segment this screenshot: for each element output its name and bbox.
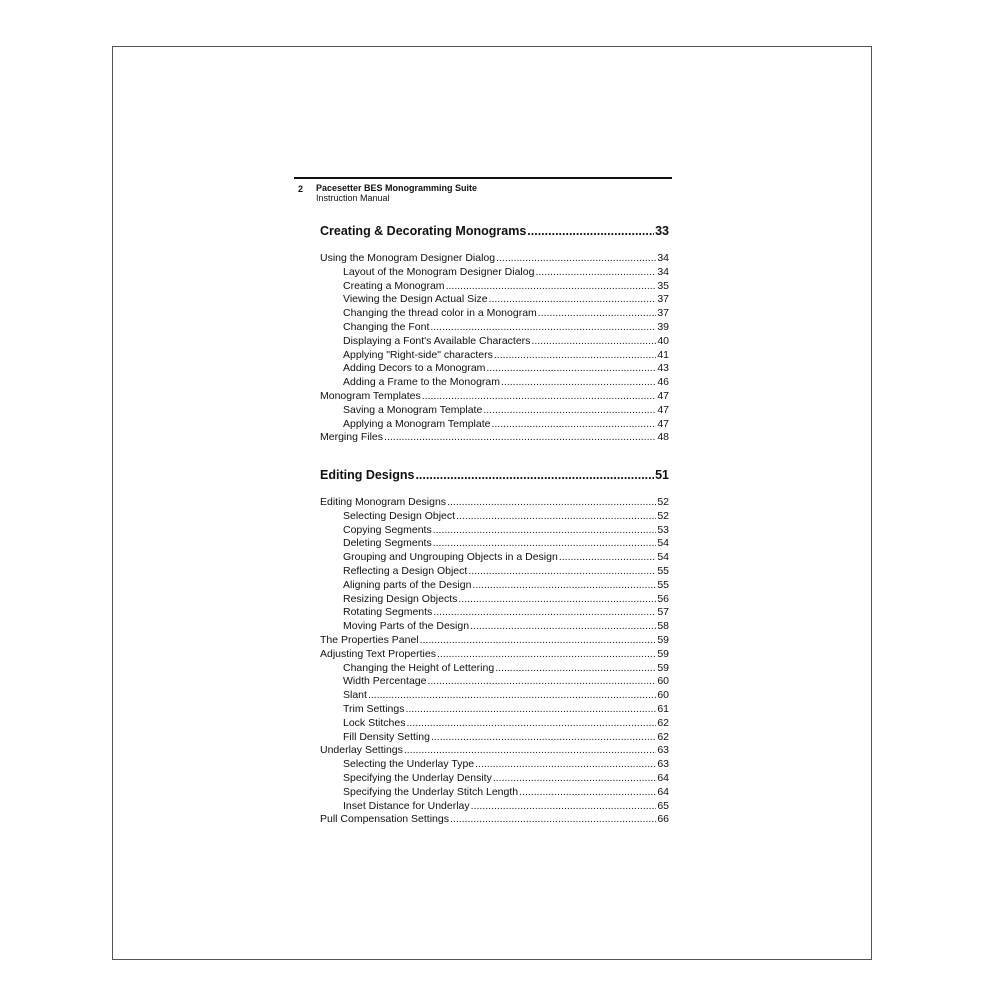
toc-entry [320,431,669,445]
toc-entry [320,786,669,800]
dot-leader [415,466,654,484]
toc-entry-page-number: 47 [657,403,669,416]
toc-entry [320,496,669,510]
toc-entry-page-number: 41 [657,348,669,361]
toc-entry-page-number: 37 [657,293,669,306]
toc-entry-page-number: 64 [657,785,669,798]
toc-entry-label: Viewing the Design Actual Size [343,293,488,306]
dot-leader [430,321,656,335]
dot-leader [471,800,657,814]
toc-entry [320,321,669,335]
toc-entry-page-number: 55 [657,578,669,591]
toc-entry [320,772,669,786]
toc-entry-label: Trim Settings [343,702,405,715]
toc-entry-label: Resizing Design Objects [343,592,458,605]
toc-entry-page-number: 57 [657,606,669,619]
toc-entry-page-number: 62 [657,716,669,729]
dot-leader [470,620,656,634]
toc-entry-label: Rotating Segments [343,606,433,619]
toc-entry [320,662,669,676]
dot-leader [447,496,656,510]
toc-entry-label: Adjusting Text Properties [320,647,436,660]
dot-leader [486,362,656,376]
dot-leader [368,689,656,703]
dot-leader [489,293,657,307]
toc-entry-page-number: 48 [657,431,669,444]
dot-leader [519,786,656,800]
toc-entry [320,418,669,432]
dot-leader [494,349,656,363]
toc-entry-label: Deleting Segments [343,537,432,550]
toc-entry-page-number: 52 [657,509,669,522]
toc-entry-page-number: 63 [657,744,669,757]
toc-entry [320,404,669,418]
toc-entry-page-number: 52 [657,496,669,508]
toc-entry-label: Selecting the Underlay Type [343,758,475,771]
toc-entry [320,510,669,524]
toc-entry-label: Lock Stitches [343,716,406,729]
dot-leader [437,648,656,662]
dot-leader [527,222,654,240]
toc-entry-page-number: 35 [657,279,669,292]
toc-entry-page-number: 61 [657,702,669,715]
toc-entry [320,717,669,731]
section-title-label: Creating & Decorating Monograms [320,224,527,238]
dot-leader [538,307,657,321]
toc-entry-label: Specifying the Underlay Stitch Length [343,785,519,798]
toc-entry [320,376,669,390]
dot-leader [535,266,656,280]
toc-entry [320,390,669,404]
toc-entry-label: Creating a Monogram [343,279,445,292]
toc-entry-label: Inset Distance for Underlay [343,799,470,812]
dot-leader [493,772,656,786]
toc-entry-label: Pull Compensation Settings [320,813,449,826]
dot-leader [475,758,656,772]
section-title-label: Editing Designs [320,468,415,482]
toc-entry-page-number: 34 [657,265,669,278]
toc-entry [320,813,669,827]
dot-leader [446,280,657,294]
toc-entry [320,551,669,565]
toc-entry-label: Underlay Settings [320,744,403,757]
toc-section [320,466,669,827]
dot-leader [433,524,657,538]
toc-entry-page-number: 62 [657,730,669,743]
toc-entry [320,744,669,758]
dot-leader [433,537,657,551]
dot-leader [433,606,656,620]
section-page-number: 51 [655,468,669,482]
toc-entry-label: The Properties Panel [320,633,419,646]
toc-entry [320,349,669,363]
running-header [294,177,672,203]
toc-entry [320,675,669,689]
toc-entry-page-number: 66 [657,813,669,826]
toc-entry-label: Grouping and Ungrouping Objects in a Design [343,551,558,564]
toc-entry [320,689,669,703]
dot-leader [468,565,656,579]
toc-entry-label: Reflecting a Design Object [343,564,468,577]
toc-entry-page-number: 60 [657,675,669,688]
toc-entry-page-number: 59 [657,661,669,674]
toc-entry [320,579,669,593]
toc-entry [320,731,669,745]
toc-entry-label: Moving Parts of the Design [343,620,470,633]
dot-leader [495,662,656,676]
toc-entry [320,537,669,551]
dot-leader [427,675,656,689]
toc-entry-page-number: 56 [657,592,669,605]
toc-entry-label: Merging Files [320,431,384,444]
toc-entry-label: Copying Segments [343,523,432,536]
toc-entry-label: Changing the thread color in a Monogram [343,307,537,320]
toc-entry-label: Layout of the Monogram Designer Dialog [343,265,535,278]
toc-entry-label: Adding a Frame to the Monogram [343,376,500,389]
toc-entry-page-number: 40 [657,334,669,347]
dot-leader [491,418,656,432]
toc-entry-label: Applying "Right-side" characters [343,348,493,361]
toc-entry-page-number: 59 [657,647,669,660]
dot-leader [420,634,657,648]
toc-entry-label: Editing Monogram Designs [320,496,447,508]
toc-entry-label: Specifying the Underlay Density [343,771,492,784]
dot-leader [450,813,656,827]
toc-entry [320,620,669,634]
dot-leader [405,703,656,717]
toc-entry-label: Adding Decors to a Monogram [343,362,486,375]
dot-leader [422,390,657,404]
dot-leader [458,593,656,607]
toc-entry-label: Displaying a Font's Available Characters [343,334,531,347]
toc-entry [320,648,669,662]
toc-entry-label: Changing the Font [343,320,430,333]
toc-entry-page-number: 34 [657,252,669,264]
toc-entry-label: Monogram Templates [320,389,421,402]
toc-entry [320,800,669,814]
toc-entry [320,252,669,266]
toc-entry-page-number: 58 [657,620,669,633]
toc-entry-page-number: 54 [657,537,669,550]
toc-entry-label: Fill Density Setting [343,730,430,743]
dot-leader [501,376,656,390]
toc-entry-page-number: 53 [657,523,669,536]
toc-entry [320,524,669,538]
toc-entry-page-number: 37 [657,307,669,320]
header-page-number: 2 [298,184,304,194]
toc-entry [320,593,669,607]
toc-entry [320,307,669,321]
dot-leader [472,579,656,593]
toc-entry [320,703,669,717]
toc-entry-label: Slant [343,689,367,702]
dot-leader [531,335,656,349]
toc-entry-page-number: 55 [657,564,669,577]
toc-entry-page-number: 63 [657,758,669,771]
toc-entry-label: Width Percentage [343,675,427,688]
toc-entry-label: Selecting Design Object [343,509,456,522]
toc-entry [320,362,669,376]
toc-entry-label: Saving a Monogram Template [343,403,483,416]
toc-entry-label: Changing the Height of Lettering [343,661,495,674]
dot-leader [431,731,656,745]
toc-entry-label: Applying a Monogram Template [343,417,491,430]
toc-entry [320,293,669,307]
toc-entry-page-number: 60 [657,689,669,702]
toc-entry-page-number: 47 [657,389,669,402]
dot-leader [483,404,656,418]
dot-leader [496,252,656,266]
toc-entry-page-number: 64 [657,771,669,784]
header-title: Pacesetter BES Monogramming Suite [316,183,478,193]
header-subtitle: Instruction Manual [316,193,390,203]
toc-entry-page-number: 59 [657,633,669,646]
toc-entry [320,634,669,648]
toc-entry [320,758,669,772]
toc-entry-page-number: 47 [657,417,669,430]
section-page-number: 33 [655,224,669,238]
dot-leader [559,551,657,565]
toc-entry [320,606,669,620]
dot-leader [406,717,656,731]
toc-entry-page-number: 54 [657,551,669,564]
toc-entry [320,335,669,349]
toc-entry [320,280,669,294]
toc-entry [320,266,669,280]
dot-leader [456,510,656,524]
toc-entry-label: Aligning parts of the Design [343,578,472,591]
toc-entry-page-number: 39 [657,320,669,333]
toc-entry-page-number: 65 [657,799,669,812]
toc-entry [320,565,669,579]
toc-section [320,222,669,445]
section-title [320,466,669,484]
toc-entry-label: Using the Monogram Designer Dialog [320,252,496,264]
toc-entry-page-number: 46 [657,376,669,389]
toc-entry-page-number: 43 [657,362,669,375]
section-title [320,222,669,240]
dot-leader [404,744,656,758]
dot-leader [384,431,656,445]
